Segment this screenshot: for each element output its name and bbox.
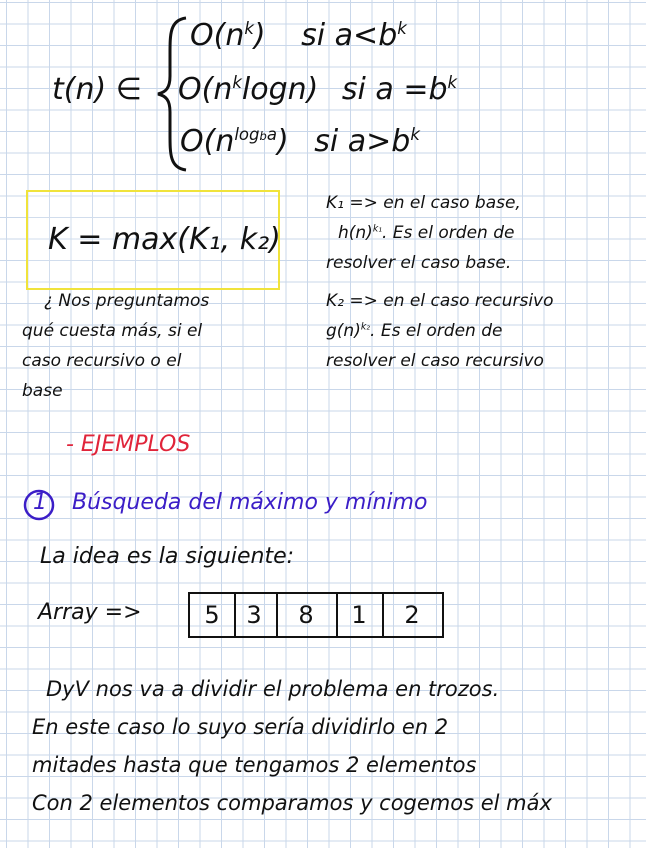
examples-heading: - EJEMPLOS bbox=[66, 432, 191, 457]
array-cell: 1 bbox=[336, 592, 384, 638]
k2-note: K₂ => en el caso recursivo $g(n)^{k_2}$. Es el orden de resolver el caso recursivo bbox=[326, 291, 554, 371]
formula-lhs: t(n) ∈ bbox=[52, 72, 142, 107]
case-2: $O(n^k\log n)$ si $a =b^k$ bbox=[178, 72, 458, 107]
array-cell: 2 bbox=[382, 592, 444, 638]
example-title: Búsqueda del máximo y mínimo bbox=[72, 490, 428, 515]
k-max-formula: K = max(K₁, k₂) bbox=[48, 222, 281, 257]
array-cell: 8 bbox=[276, 592, 338, 638]
case-3: $O(n^{logba})$ si $a>b^k$ bbox=[180, 124, 420, 159]
array-cell: 3 bbox=[232, 592, 278, 638]
k1-note: K₁ => en el caso base, $h(n)^{k_1}$. Es el orden de resolver el caso base. bbox=[326, 193, 521, 273]
example-number: 1 bbox=[33, 490, 47, 515]
explanation-paragraph: DyV nos va a dividir el problema en trozos. En este caso lo suyo sería dividirlo en 2 mitades hasta que tengamos 2 elementos Con 2 elementos comparamos y cogemos el máx bbox=[32, 677, 552, 815]
intro-text: La idea es la siguiente: bbox=[40, 544, 295, 569]
array-cell: 5 bbox=[188, 592, 236, 638]
case-1: $O(n^k)$ si $a<b^k$ bbox=[190, 18, 407, 53]
left-note: ¿ Nos preguntamos qué cuesta más, si el caso recursivo o el base bbox=[22, 291, 210, 401]
array-label: Array => bbox=[38, 600, 142, 625]
